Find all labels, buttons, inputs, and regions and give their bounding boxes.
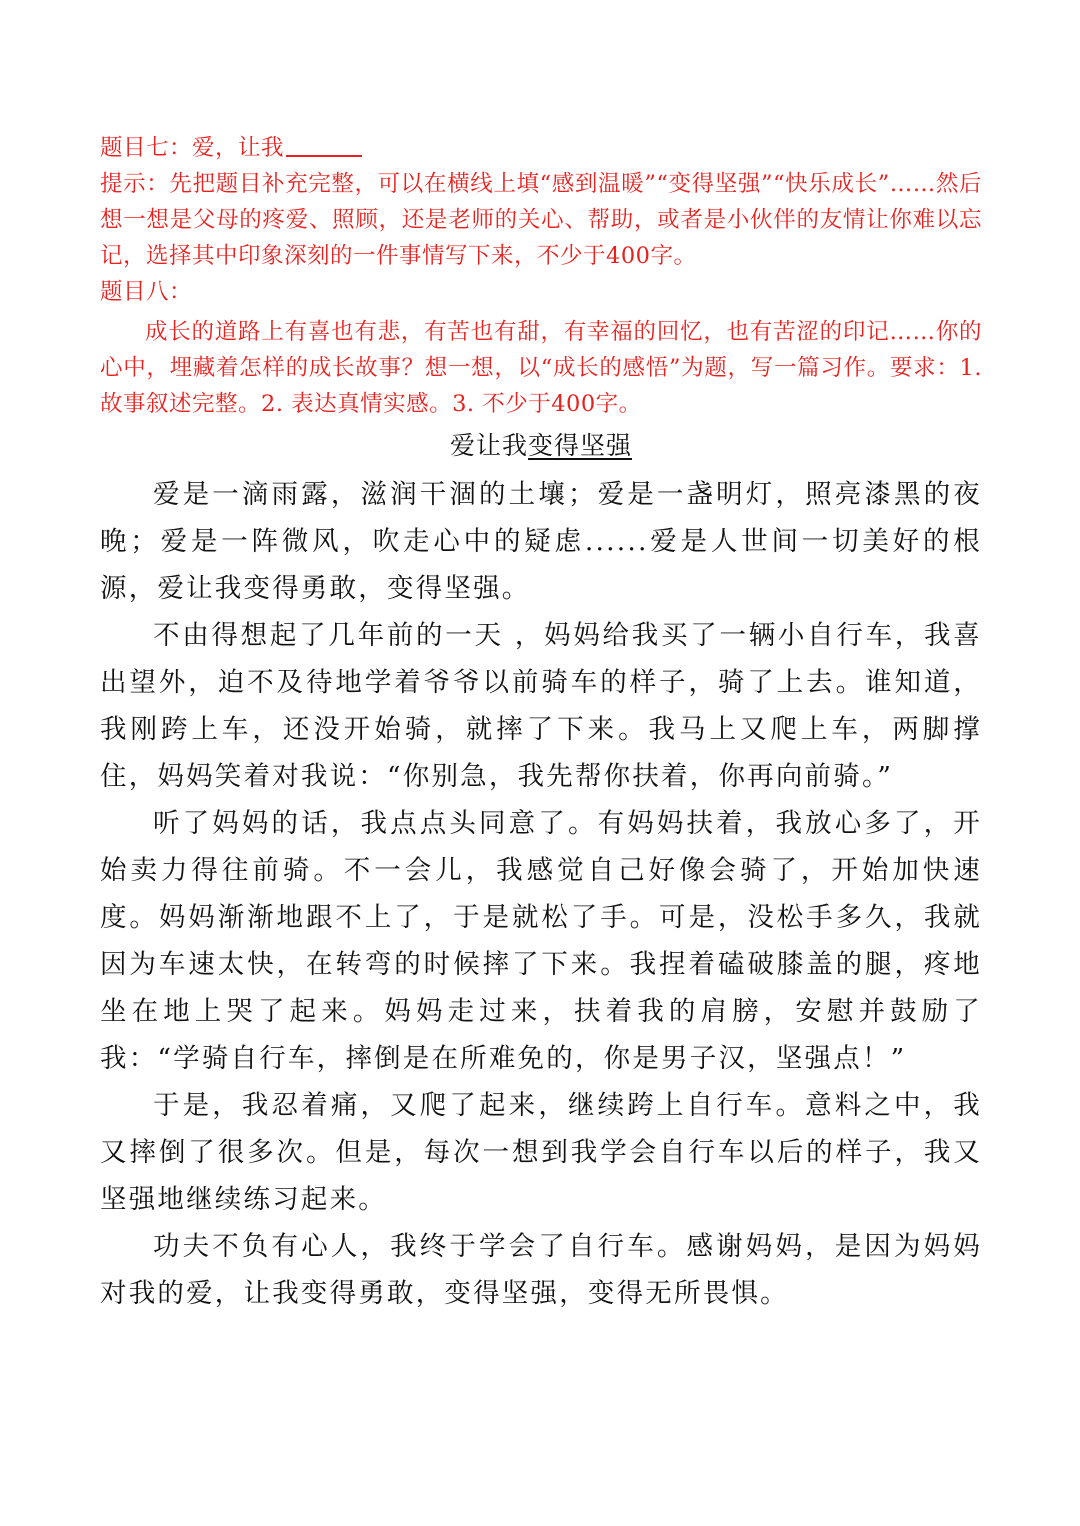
essay-title <box>100 430 982 462</box>
topic-7-label: 题目七：爱，让我 <box>100 135 285 161</box>
essay-paragraph-4: 于是，我忍着痛，又爬了起来，继续跨上自行车。意料之中，我又摔倒了很多次。但是，每次一想到我学会自行车以后的样子，我又坚强地继续练习起来。 <box>100 1090 982 1215</box>
essay-paragraph-3: 听了妈妈的话，我点点头同意了。有妈妈扶着，我放心多了，开始卖力得往前骑。不一会儿，我感觉自己好像会骑了，开始加快速度。妈妈渐渐地跟不上了，于是就松了手。可是，没松手多久，我就因为车速太快，在转弯的时候摔了下来。我捏着磕破膝盖的腿，疼地坐在地上哭了起来。妈妈走过来，扶着我的肩膀，安慰并鼓励了我：“学骑自行车，摔倒是在所难免的，你是男子汉，坚强点！” <box>100 808 982 1074</box>
topic-7-hint: 提示：先把题目补充完整，可以在横线上填“感到温暖”“变得坚强”“快乐成长”……然后想一想是父母的疼爱、照顾，还是老师的关心、帮助，或者是小伙伴的友情让你难以忘记，选择其中印象深刻的一件事情写下来，不少于400字。 <box>100 171 982 269</box>
topic-7-heading <box>100 130 982 166</box>
topic-8-body: 成长的道路上有喜也有悲，有苦也有甜，有幸福的回忆，也有苦涩的印记……你的心中，埋藏着怎样的成长故事？想一想，以“成长的感悟”为题，写一篇习作。要求：1. 故事叙述完整。2. 表达真情实感。3. 不少于400字。 <box>100 319 982 417</box>
writing-prompts <box>100 130 982 422</box>
document-page <box>100 130 982 1317</box>
essay-paragraph-1: 爱是一滴雨露，滋润干涸的土壤；爱是一盏明灯，照亮漆黑的夜晚；爱是一阵微风，吹走心中的疑虑......爱是人世间一切美好的根源，爱让我变得勇敢，变得坚强。 <box>100 479 982 604</box>
essay-paragraph-5: 功夫不负有心人，我终于学会了自行车。感谢妈妈，是因为妈妈对我的爱，让我变得勇敢，变得坚强，变得无所畏惧。 <box>100 1231 982 1309</box>
essay-title-underlined: 变得坚强 <box>528 431 633 460</box>
topic-8-heading: 题目八： <box>100 279 193 305</box>
fill-in-blank-line <box>286 133 362 157</box>
essay-body <box>100 471 982 1317</box>
essay-title-prefix: 爱让我 <box>449 431 528 460</box>
essay-paragraph-2: 不由得想起了几年前的一天 ，妈妈给我买了一辆小自行车，我喜出望外，迫不及待地学着爷爷以前骑车的样子，骑了上去。谁知道，我刚跨上车，还没开始骑，就摔了下来。我马上又爬上车，两脚撑住，妈妈笑着对我说：“你别急，我先帮你扶着，你再向前骑。” <box>100 620 982 792</box>
